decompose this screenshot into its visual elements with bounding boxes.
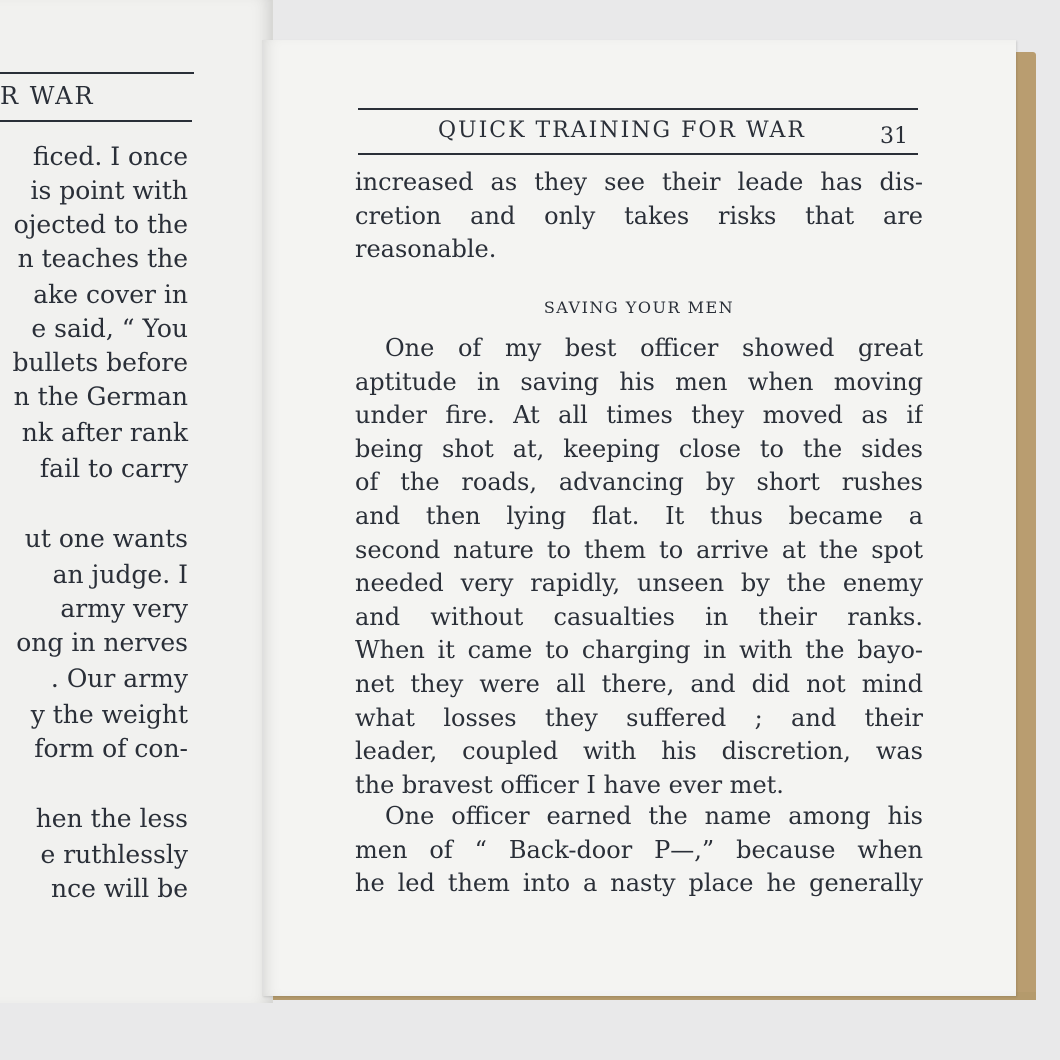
- left-line: y the weight: [30, 700, 188, 729]
- left-line: n the German: [13, 382, 188, 411]
- text-line: being shot at, keeping close to the sides: [355, 434, 923, 463]
- text-line: needed very rapidly, unseen by the enemy: [355, 569, 923, 598]
- text-line: net they were all there, and did not mind: [355, 669, 923, 698]
- text-line: increased as they see their leade has dis-: [355, 168, 923, 196]
- left-header-rule-top: [0, 72, 194, 74]
- text-line: aptitude in saving his men when moving: [355, 367, 923, 396]
- left-line: ojected to the: [13, 210, 188, 239]
- text-line: he led them into a nasty place he generally: [355, 869, 923, 898]
- left-page: [0, 0, 273, 1003]
- left-line: ong in nerves: [16, 628, 188, 657]
- text-line: second nature to them to arrive at the spot: [355, 535, 923, 564]
- left-line: e ruthlessly: [40, 840, 188, 869]
- text-line: men of “ Back-door P—,” because when: [355, 835, 923, 864]
- left-line: an judge. I: [52, 560, 188, 589]
- text-line: cretion and only takes risks that are: [355, 201, 923, 230]
- left-line: nce will be: [51, 874, 188, 903]
- left-line: army very: [60, 594, 188, 623]
- section-heading: SAVING YOUR MEN: [543, 298, 735, 317]
- text-line: and then lying flat. It thus became a: [355, 501, 923, 530]
- left-line: fail to carry: [39, 454, 188, 483]
- text-line: under fire. At all times they moved as if: [355, 401, 923, 430]
- left-line: n teaches the: [17, 244, 188, 273]
- text-line: reasonable.: [355, 235, 497, 264]
- left-line: form of con-: [34, 734, 188, 763]
- left-line: nk after rank: [21, 418, 188, 447]
- page-number: 31: [880, 124, 908, 149]
- right-header-rule-top: [358, 108, 918, 110]
- left-line: ake cover in: [33, 280, 188, 309]
- text-line: One officer earned the name among his: [385, 802, 923, 830]
- left-line: ut one wants: [24, 524, 188, 553]
- text-line: One of my best officer showed great: [385, 334, 923, 362]
- left-line: bullets before: [12, 348, 188, 377]
- left-running-head: R WAR: [0, 82, 95, 110]
- left-header-rule-bottom: [0, 120, 192, 122]
- text-line: and without casualties in their ranks.: [355, 602, 923, 631]
- paragraph-continued: [355, 166, 923, 267]
- text-line: what losses they suffered ; and their: [355, 703, 923, 732]
- right-running-head: QUICK TRAINING FOR WAR: [438, 118, 806, 143]
- paragraph-saving-men: [355, 332, 923, 802]
- text-line: leader, coupled with his discretion, was: [355, 737, 923, 766]
- text-line: the bravest officer I have ever met.: [355, 770, 784, 799]
- text-line: When it came to charging in with the bayo-: [355, 636, 923, 665]
- left-line: . Our army: [50, 664, 188, 693]
- left-line: is point with: [30, 176, 188, 205]
- text-line: of the roads, advancing by short rushes: [355, 468, 923, 497]
- paragraph-back-door: [355, 800, 923, 901]
- right-header-rule-bottom: [358, 153, 918, 155]
- left-line: e said, “ You: [31, 314, 188, 343]
- left-line: ficed. I once: [32, 142, 188, 171]
- left-line: hen the less: [35, 804, 188, 833]
